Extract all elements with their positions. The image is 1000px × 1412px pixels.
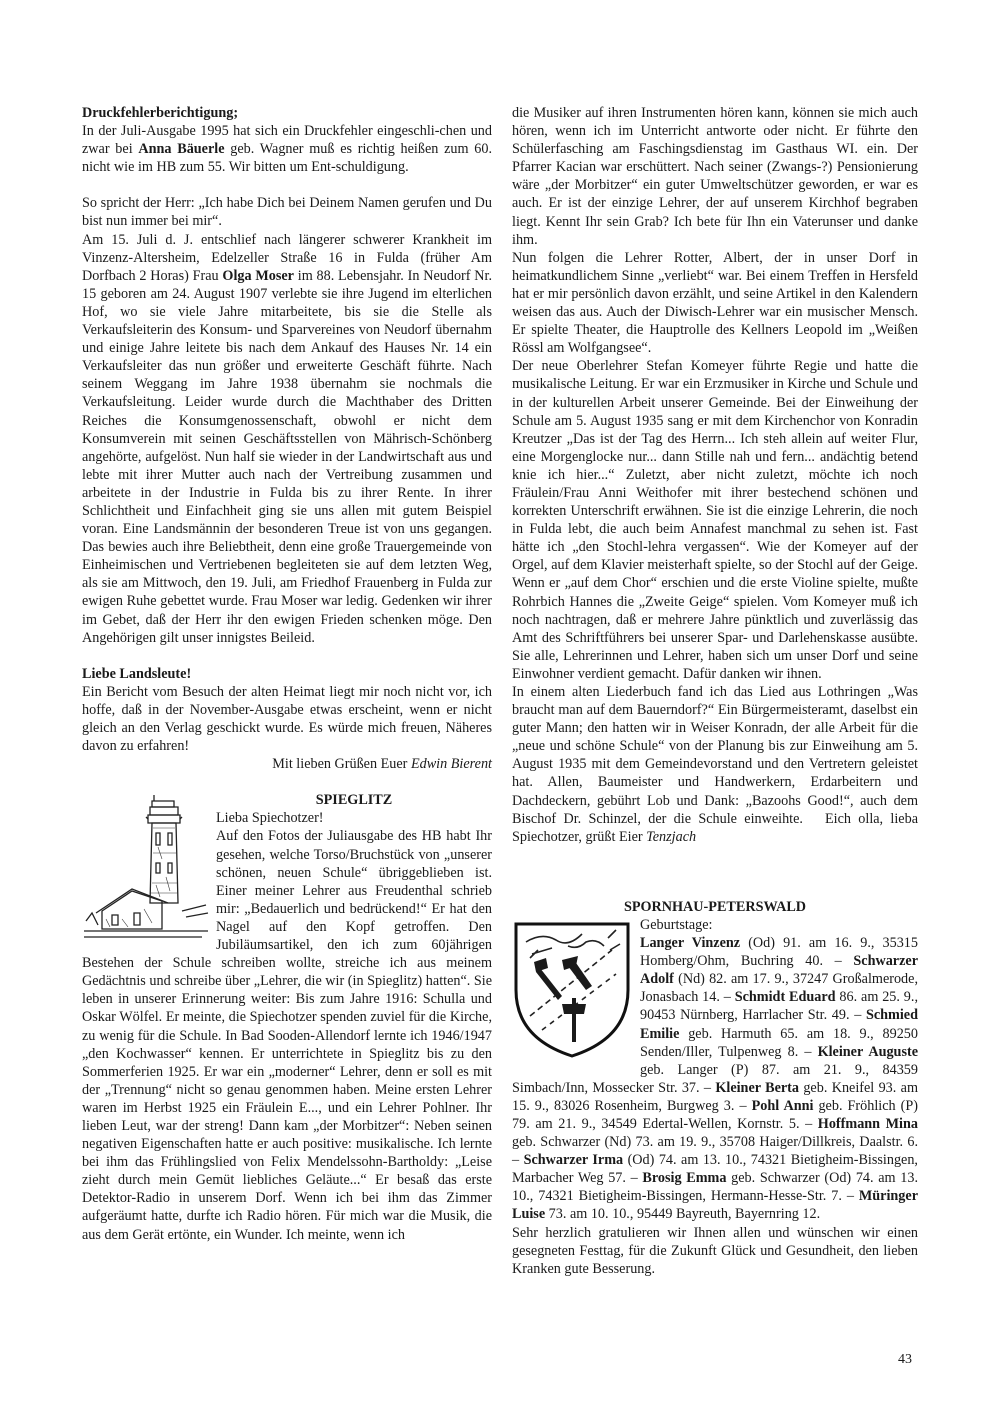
birthday-name: Schmidt Eduard — [734, 989, 836, 1006]
landsleute-text: Ein Bericht vom Besuch der alten Heimat liegt mir noch nicht vor, ich hoffe, daß in der November-Ausgabe etwas erscheint, wenn er nicht gleich an den Verlag geschickt wurde. Es würde mich freuen, Näheres davon zu erfahren! — [82, 683, 492, 755]
birthday-name: Kleiner Auguste — [817, 1043, 918, 1060]
birthday-name: Müringer Luise — [512, 1188, 918, 1223]
spieglitz-text: Auf den Fotos der Juliausgabe des HB habt Ihr gesehen, welche Torso/Bruchstück von „unserer schönen, neuen Schule“ übriggeblieben ist. Einer meiner Lehrer aus Freudenthal schrieb mir: „Bedauerlich und bedrückend!“ Er hat den Nagel auf den Kopf getroffen. Den Jubiläumsartikel, den ich zum 60jährigen Bestehen der Schule schreiben wollte, streiche ich aus meinem Gedächtnis und schreibe über „Lehrer, die wir (in Spieglitz) hatten“. Sie leben in unserer Erinnerung weiter: Bis zum Jahre 1916: Schulla und Oskar Wölfel. Er meinte, die Spiechotzer spenden zuviel für die Kirche, zu wenig für die Schule. In Bad Sooden-Allendorf lernte ich 1946/1947 „den Kochwasser“ kennen. Er unterrichtete in Spieglitz bis zu den Sommerferien 1925. Er war ein „moderner“ Lehrer, denn er soll es mit der „Trennung“ nicht so genau genommen haben. Meine ersten Lehrer waren im Herbst 1925 ein Fräulein E..., und ein Lehrer Pohlner. Ihr lieben Leut, war der streng! Dann kam „der Morbitzer“: Neben seinen negativen Eigenschaften hatte er auch positive: musikalische. Ich lernte bei ihm das Frühlingslied von Felix Mendelssohn-Bartholdy: „Leise zieht durch mein Gemüt liebliches Geläute...“ Er besaß das erste Detektor-Radio in unserem Dorf. Wenn ich bei ihm das Zimmer aufgeräumt hatte, durfte ich Radio hören. Für mich war die Musik, die aus dem Gerät ertönte, ein Wunder. Ich meinte, wenn ich — [82, 828, 492, 1243]
erratum-title: Druckfehlerberichtigung; — [82, 105, 239, 121]
birthday-name: Brosig Emma — [642, 1170, 727, 1187]
obituary-text-1: Am 15. Juli d. J. entschlief nach längerer schwerer Krankheit im Vinzenz-Altersheim, Edelzeller Straße 16 in Fulda (früher Am Dorfbach 2 Horas) Frau — [82, 231, 492, 284]
greeting-prefix: Mit lieben Grüßen Euer — [272, 756, 411, 773]
spieglitz-continued-4-text: In einem alten Liederbuch fand ich das Lied aus Lothringen „Was braucht man auf dem Bauerndorf?“ Ein Bürgermeisteramt, daselbst ein guter Mann; den hatten wir in Weiser Konradn, der alle Arbeit für die „neue und schöne Schule“ von der Planung bis zur Einweihung am 5. August 1935 mit dem Gemeindevorstand und den Vertretern geleistet hat. Allen, Baumeister und Handwerkern, Erdarbeitern und Dachdeckern, gebührt Lob und Dank: „Bazoohs Good!“, auch dem Bischof Dr. Schinzel, der die Schule einweihte. — [512, 684, 918, 827]
birthday-details: geb. Harmuth 65. am 18. 9., 89250 Senden/Iller, Tulpenweg 8. – — [640, 1025, 918, 1060]
birthday-details: 86. am 25. 9., 90453 Nürnberg, Harrlacher Str. 49. – — [640, 989, 918, 1024]
birthday-name: Schwarzer Irma — [523, 1152, 624, 1169]
signature-name: Tenzjach — [646, 828, 697, 845]
spornhau-subtitle: Geburtstage: — [640, 916, 713, 933]
birthday-details: (Od) 91. am 16. 9., 35315 Homberg/Ohm, Buchring 40. – — [640, 935, 918, 970]
birthday-details: 73. am 10. 10., 95449 Bayreuth, Bayernring 12. — [545, 1206, 821, 1223]
spieglitz-title: SPIEGLITZ — [315, 792, 393, 809]
signature-prefix: Eich olla, lieba Spiechotzer, grüßt Eier — [512, 810, 922, 845]
spieglitz-continued-4 — [512, 683, 922, 846]
birthday-name: Pohl Anni — [751, 1097, 814, 1114]
birthday-details: geb. Schwarzer (Nd) 73. am 19. 9., 35708 Haiger/Dillkreis, Daalstr. 6. – — [512, 1134, 918, 1169]
birthday-name: Langer Vinzenz — [640, 935, 741, 952]
erratum-text — [82, 122, 492, 176]
obituary-text-2: im 88. Lebensjahr. In Neudorf Nr. 15 geboren am 24. August 1907 verlebte sie ihre Jugend im elterlichen Hof, wo sie viele Jahre mitarbeitete, bis sie die Stelle als Verkaufsleiterin des Konsum- und Sparvereines von Neudorf übernahm und einige Jahre leitete bis nach dem Ankauf des Hauses Nr. 14 ein Verkaufsleiter das nun größer und erweiterte Geschäft führte. Nach seinem Weggang im Jahre 1938 übernahm sie nochmals die Verkaufsleitung. Leider wurde durch die Machthaber des Dritten Reiches die Konsumgenossenschaft, obwohl er nicht dem Konsumverein mit seinen Geschäftsstellen von Mährisch-Schönberg angehörte, aufgelöst. Nun half sie wieder in der Landwirtschaft aus und lebte mit ihrer Mutter auch nach der Vertreibung zusammen und arbeitete in der Industrie in Fulda bis zu ihrer Rente. In ihrer Schlichtheit und Einfachheit ging sie uns allen mit gutem Beispiel voran. Eine Landsmännin der besonderen Treue ist von uns gegangen. Das bewies auch ihre Beliebtheit, denn eine große Trauergemeinde von Einheimischen und Vertriebenen begleiteten sie auf dem letzten Weg, als sie am Mittwoch, den 19. Juli, am Friedhof Frauenberg in Fulda zur ewigen Ruhe gebettet wurde. Frau Moser war ledig. Gedenken wir ihrer im Gebet, daß der Herr ihr den ewigen Frieden schenken möge. Den Angehörigen gilt unser innigstes Beileid. — [82, 267, 493, 646]
birthday-name: Schwarzer Adolf — [640, 953, 918, 988]
bible-quote: So spricht der Herr: „Ich habe Dich bei Deinem Namen gerufen und Du bist nun immer bei mir“. — [82, 195, 492, 230]
obituary-text — [82, 231, 492, 647]
erratum-text-2: geb. Wagner muß es richtig heißen zum 60. nicht wie im HB zum 55. Wir bitten um Ent-schuldigung. — [82, 141, 492, 176]
landsleute-title: Liebe Landsleute! — [82, 665, 192, 682]
greeting — [82, 755, 492, 773]
right-column — [512, 104, 922, 1278]
birthday-details: geb. Fröhlich (P) 79. am 21. 9., 34549 Edertal-Wellen, Kornstr. 5. – — [512, 1097, 919, 1132]
birthday-details: geb. Schwarzer (Od) 74. am 13. 10., 74321 Bietigheim-Bissingen, Hermann-Hesse-Str. 7. – — [512, 1170, 918, 1205]
spieglitz-salutation: Lieba Spiechotzer! — [216, 810, 324, 827]
spornhau-title: SPORNHAU-PETERSWALD — [623, 898, 807, 915]
erratum-text-1: In der Juli-Ausgabe 1995 hat sich ein Druckfehler eingeschli-chen und zwar bei — [82, 123, 492, 158]
spieglitz-section — [82, 791, 492, 1243]
birthday-name: Schmied Emilie — [640, 1007, 918, 1042]
left-column — [82, 104, 492, 1244]
spieglitz-continued-1: die Musiker auf ihren Instrumenten hören kann, können sie mich auch hören, wenn ich im Unterricht antworte oder nicht. Er führte den Schülerfasching am Faschingsdienstag im Gasthaus WI. ein. Der Pfarrer Kacian war erschüttert. Nach seiner (Zwangs-?) Pensionierung wäre „der Morbitzer“ ein guter Umweltschützer geworden, er war es auch. Er ist der einzige Lehrer, der auf unserem Kirchhof begraben liegt. Kennt Ihr sein Grab? Ich bete für Ihn ein Vaterunser und danke ihm. — [512, 105, 918, 248]
birthday-details: geb. Langer (P) 87. am 21. 9., 84359 Simbach/Inn, Mossecker Str. 37. – — [512, 1061, 918, 1096]
birthday-details: (Nd) 82. am 17. 9., 37247 Großalmerode, Jonasbach 14. – — [640, 971, 918, 1006]
spieglitz-continued-3: Der neue Oberlehrer Stefan Komeyer führte Regie und hatte die musikalische Leitung. Er war ein Erzmusiker in Kirche und Schule und in der kulturellen Arbeit unserer Gemeinde. Bei der Einweihung der Schule am 5. August 1935 sang er mit dem Kirchenchor von Konradin Kreutzer „Das ist der Tag des Herrn... Ich steh allein auf weiter Flur, eine Morgenglocke nur... dann Stille nah und fern... andächtig betend knie ich hier...“ Zuletzt, aber nicht zuletzt, möchte ich noch Fräulein/Frau Anni Weithofer mit ihrer bestechend schönen und korrekten Unterschrift erwähnen. Sie ist die einzige Lehrerin, die noch in Fulda lebt, die auch beim Annafest manchmal zu sehen ist. Fast hätte ich „den Stochl-lehra vergassen“. Wie der Komeyer auf der Orgel, auf dem Klavier meisterhaft spielte, so der Stochl auf der Geige. Wenn er „auf dem Chor“ erschien und die erste Violine spielte, mußte Rohrbich Hannes die „Zweite Geige“ spielen. Vom Komeyer muß ich noch nachtragen, daß er mehrere Jahre pünktlich und zuverlässig das Amt des Schriftführers bei unserer Spar- und Darlehenskasse ausübte. Sie alle, Lehrerinnen und Lehrer, haben sich um unser Dorf und seine Einwohner verdient gemacht. Dafür danken wir ihnen. — [512, 358, 918, 682]
erratum-name: Anna Bäuerle — [138, 141, 225, 158]
greeting-name: Edwin Bierent — [410, 756, 492, 773]
birthday-details: geb. Kneifel 93. am 15. 9., 83026 Rosenheim, Burgweg 3. – — [512, 1079, 918, 1114]
obituary-name: Olga Moser — [222, 267, 294, 284]
spieglitz-continued-2: Nun folgen die Lehrer Rotter, Albert, der in unser Dorf in heimatkundlichem Sinne „verliebt“ war. Bei einem Treffen in Hersfeld hat er mir persönlich davon erzählt, und seine Artikel in den Kalendern weisen das aus. Auch der Diwisch-Lehrer war ein musischer Mensch. Er spielte Theater, die Hauptrolle des Kellners Leopold im „Weißen Rössl am Wolfgangsee“. — [512, 249, 918, 357]
closing-text: Sehr herzlich gratulieren wir Ihnen allen und wünschen wir einen gesegneten Festtag, für die Zukunft Glück und Gesundheit, den lieben Kranken gute Besserung. — [512, 1224, 918, 1277]
birthday-name: Kleiner Berta — [715, 1079, 799, 1096]
page-number: 43 — [898, 1352, 912, 1367]
birthday-name: Hoffmann Mina — [817, 1115, 918, 1132]
birthday-details: (Od) 74. am 13. 10., 74321 Bietigheim-Bissingen, Marbacher Weg 57. – — [512, 1152, 918, 1187]
tower-drawing-icon — [82, 793, 210, 943]
coat-of-arms-icon — [512, 920, 632, 1060]
